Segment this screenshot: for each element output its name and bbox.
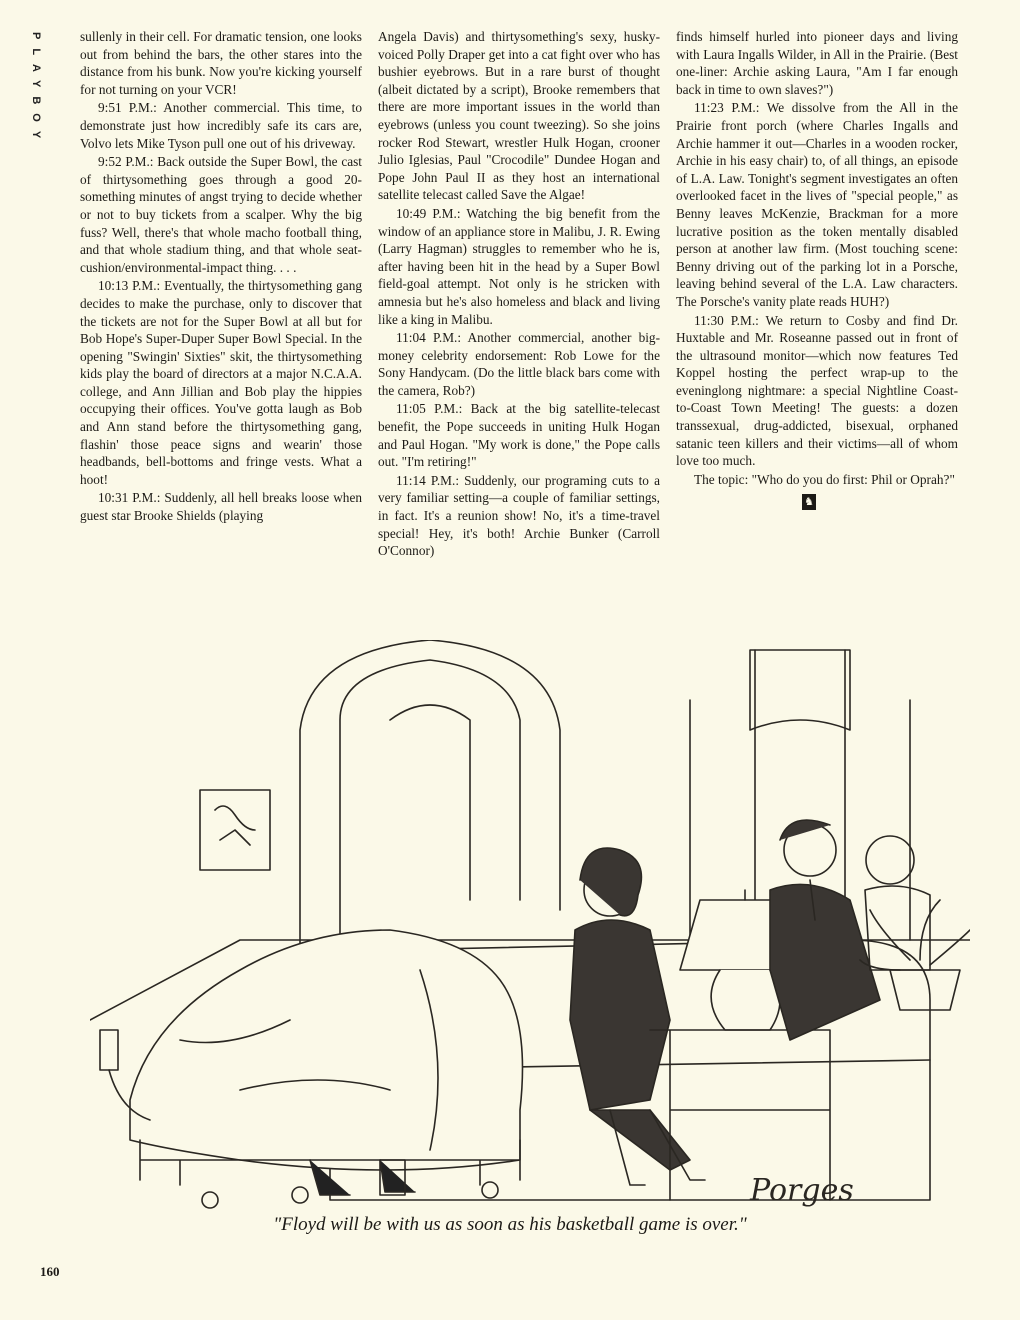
- end-mark-icon: ♞: [802, 494, 816, 510]
- article-paragraph: finds himself hurled into pioneer days and living with Laura Ingalls Wilder, in All in the Prairie. (Best one-liner: Archie asking Laura, "Am I far enough back in time to own slaves?"): [676, 29, 958, 97]
- article-column-3: [676, 28, 958, 510]
- article-paragraph: 11:05 P.M.: Back at the big satellite-telecast benefit, the Pope succeeds in uniting Hulk Hogan and Paul Hogan. "My work is done," the Pope calls out. "I'm retiring!": [378, 401, 660, 470]
- article-column-2: [378, 28, 660, 561]
- article-paragraph: 10:49 P.M.: Watching the big benefit from the window of an appliance store in Malibu, J. R. Ewing (Larry Hagman) struggles to remember who he is, after having been hit in the head by a Super Bowl field-goal attempt. Not only is he stricken with amnesia but he's also homeless and black and living like a king in Malibu.: [378, 205, 660, 327]
- article-paragraph: 9:52 P.M.: Back outside the Super Bowl, the cast of thirtysomething goes through a good 20-something minutes of angst trying to decide whether or not to buy tickets from a scalper. Why the big fuss? Well, there's that whole macho football thing, and that whole stadium thing, and that whole seat-cushion/environmental-impact thing. . . .: [80, 154, 362, 275]
- cartoon-illustration: [90, 640, 970, 1210]
- article-paragraph: 10:13 P.M.: Eventually, the thirtysomething gang decides to make the purchase, only to discover that the tickets are not for the Super Bowl at all but for Bob Hope's Super-Duper Super Bowl Special. In the opening "Swingin' Sixties" skit, the thirtysomething kids play the board of directors at a major N.C.A.A. college, and Ann Jillian and Bob play the hippies occupying their offices. You've gotta laugh as Bob and Ann stand before the thirtysomething gang, flashin' those peace signs and wearin' those headbands, bell-bottoms and fringe vests. What a hoot!: [80, 278, 362, 487]
- page-number: 160: [40, 1264, 60, 1279]
- article-column-1: [80, 28, 362, 526]
- article-paragraph: 11:14 P.M.: Suddenly, our programing cuts to a very familiar setting—a couple of familiar settings, in fact. It's a reunion show! No, it's a time-travel special! Hey, it's both! Archie Bunker (Carroll O'Connor): [378, 472, 660, 559]
- article-paragraph: The topic: "Who do you do first: Phil or Oprah?": [694, 471, 955, 487]
- article-paragraph: 11:30 P.M.: We return to Cosby and find Dr. Huxtable and Mr. Roseanne passed out in front of the ultrasound monitor—which now features Ted Koppel hosting the perfect wrap-up to the eveninglong nightmare: a special Nightline Coast-to-Coast Town Meeting! The guests: a dozen transsexual, drug-addicted, bisexual, orphaned satanic teen killers and their victims—all of whom love too much.: [676, 312, 958, 469]
- article-paragraph: sullenly in their cell. For dramatic tension, one looks out from behind the bars, the other stares into the distance from his bunk. Now you're kicking yourself for not turning on your VCR!: [80, 29, 362, 97]
- magazine-brand-vertical: PLAYBOY: [30, 32, 42, 148]
- article-paragraph: 9:51 P.M.: Another commercial. This time, to demonstrate just how incredibly safe its cars are, Volvo lets Mike Tyson pull one out of his driveway.: [80, 100, 362, 151]
- article-paragraph: 11:04 P.M.: Another commercial, another big-money celebrity endorsement: Rob Lowe for the Sony Handycam. (Do the little black bars come with the camera, Rob?): [378, 330, 660, 398]
- article-paragraph: 10:31 P.M.: Suddenly, all hell breaks loose when guest star Brooke Shields (playing: [80, 490, 362, 524]
- article-paragraph: Angela Davis) and thirtysomething's sexy, husky-voiced Polly Draper get into a cat fight over who has bushier eyebrows. But in a rare burst of thought (albeit dictated by a script), Brooke remembers that there are more important issues in the world than eyebrows (unless you count tweezing). So she joins rocker Rod Stewart, wrestler Hulk Hogan, crooner Julio Iglesias, Paul "Crocodile" Dundee Hogan and Pope John Paul II as they host an international satellite telecast called Save the Algae!: [378, 29, 660, 203]
- cartoon-caption: "Floyd will be with us as soon as his basketball game is over.": [273, 1214, 747, 1235]
- article-paragraph: 11:23 P.M.: We dissolve from the All in the Prairie front porch (where Charles Ingalls and Archie hammer it out—Charles in a wooden rocker, Archie in his easy chair) to, of all things, an episode of L.A. Law. Tonight's segment investigates an often overlooked facet in the lives of "special people," as Benny leaves McKenzie, Brackman for a more lucrative position as the token mentally disabled person at another law firm. (Most touching scene: Benny driving out of the parking lot in a Porsche, leaving behind several of the L.A. Law characters. The Porsche's vanity plate reads HUH?): [676, 100, 958, 309]
- artist-signature: Porges: [750, 1173, 854, 1208]
